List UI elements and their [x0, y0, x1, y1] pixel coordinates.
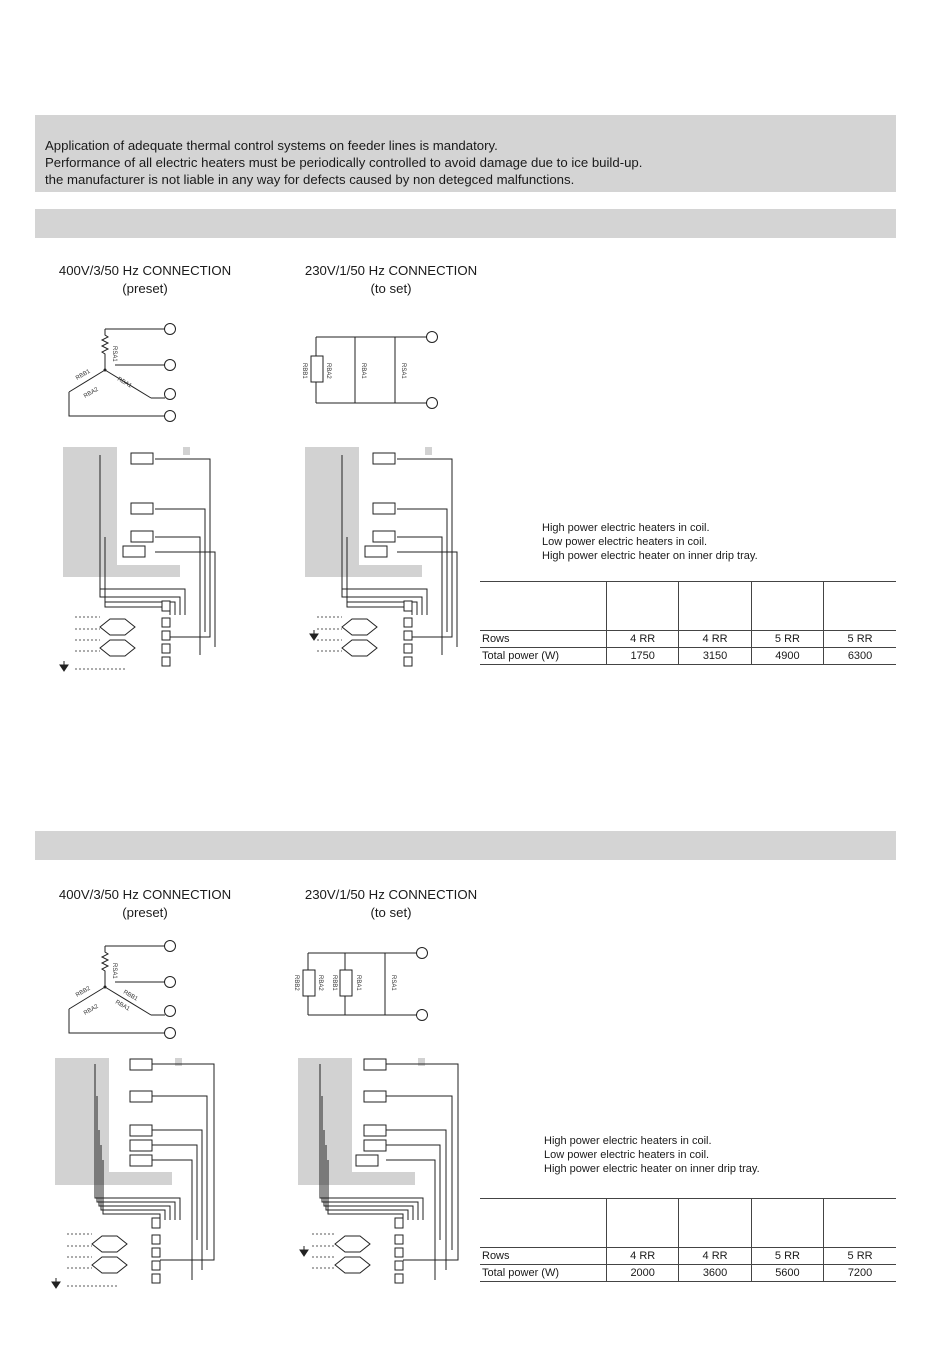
table-cell: 5 RR [824, 1248, 896, 1265]
resistor-label: RBB1 [122, 989, 139, 1003]
legend-item: High power electric heaters in coil. [544, 1135, 712, 1147]
resistor-label: RBB1 [331, 975, 337, 991]
resistor-label: RBA2 [325, 363, 331, 379]
notice-line: Application of adequate thermal control systems on feeder lines is mandatory. [45, 138, 498, 153]
resistor-label: RSA1 [390, 975, 396, 991]
resistor-label: RBB2 [75, 985, 92, 999]
table-cell: 5 RR [751, 631, 823, 648]
section-2-legend [544, 1134, 760, 1176]
table-cell: 3600 [679, 1265, 751, 1282]
section-1-spec-table [480, 581, 896, 665]
notice-line: Performance of all electric heaters must be periodically controlled to avoid damage due to ice build-up. [45, 155, 643, 170]
section-2-conn400-title: 400V/3/50 Hz CONNECTION (preset) [58, 887, 232, 920]
section-2-wiring-layout-230 [290, 1050, 460, 1295]
resistor-label: RBB2 [293, 975, 299, 991]
section-2-spec-table [480, 1198, 896, 1282]
resistor-label: RBA1 [116, 376, 133, 390]
table-cell: 1750 [607, 648, 679, 665]
section-1-header-band [35, 209, 896, 238]
resistor-label: RBA1 [355, 975, 361, 991]
table-row [480, 648, 896, 665]
legend-item: High power electric heater on inner drip tray. [544, 1163, 760, 1175]
power-label: Total power (W) [480, 648, 607, 665]
notice-box [35, 115, 896, 192]
section-1-parallel-schematic [300, 328, 445, 413]
table-header-row [480, 582, 896, 631]
table-cell: 5600 [751, 1265, 823, 1282]
table-cell: 4 RR [679, 631, 751, 648]
section-2-star-schematic [55, 937, 195, 1047]
legend-item: High power electric heater on inner drip tray. [542, 550, 758, 562]
section-1-conn230-title: 230V/1/50 Hz CONNECTION (to set) [304, 263, 478, 296]
table-cell: 5 RR [751, 1248, 823, 1265]
section-2-conn230-title: 230V/1/50 Hz CONNECTION (to set) [304, 887, 478, 920]
legend-item: Low power electric heaters in coil. [542, 536, 708, 548]
section-2-wiring-layout-400 [47, 1050, 217, 1295]
resistor-label: RBB1 [75, 368, 92, 382]
resistor-label: RSA1 [111, 346, 117, 362]
table-cell: 2000 [607, 1265, 679, 1282]
table-cell: 7200 [824, 1265, 896, 1282]
resistor-label: RBA2 [83, 1003, 100, 1017]
rows-label: Rows [480, 1248, 607, 1265]
resistor-label: RBA2 [317, 975, 323, 991]
table-cell: 6300 [824, 648, 896, 665]
table-cell: 4900 [751, 648, 823, 665]
table-row [480, 1265, 896, 1282]
resistor-label: RBA1 [114, 999, 131, 1013]
section-2-parallel-schematic [290, 945, 435, 1025]
section-1-conn400-title: 400V/3/50 Hz CONNECTION (preset) [58, 263, 232, 296]
table-row [480, 1248, 896, 1265]
table-row [480, 631, 896, 648]
resistor-label: RSA1 [400, 363, 406, 379]
resistor-label: RBB1 [301, 363, 307, 379]
section-1-legend [542, 521, 758, 563]
table-cell: 4 RR [607, 631, 679, 648]
power-label: Total power (W) [480, 1265, 607, 1282]
resistor-label: RBA2 [83, 386, 100, 400]
legend-item: Low power electric heaters in coil. [544, 1149, 710, 1161]
table-cell: 4 RR [607, 1248, 679, 1265]
section-1-wiring-layout-230 [297, 437, 467, 677]
table-cell: 5 RR [824, 631, 896, 648]
resistor-label: RBA1 [360, 363, 366, 379]
rows-label: Rows [480, 631, 607, 648]
legend-item: High power electric heaters in coil. [542, 522, 710, 534]
section-1-star-schematic [55, 320, 195, 430]
section-2-header-band [35, 831, 896, 860]
notice-line: the manufacturer is not liable in any way for defects caused by non detegced malfunctions. [45, 172, 575, 187]
table-cell: 3150 [679, 648, 751, 665]
section-1-wiring-layout-400 [55, 437, 225, 677]
resistor-label: RSA1 [111, 963, 117, 979]
table-cell: 4 RR [679, 1248, 751, 1265]
table-header-row [480, 1199, 896, 1248]
